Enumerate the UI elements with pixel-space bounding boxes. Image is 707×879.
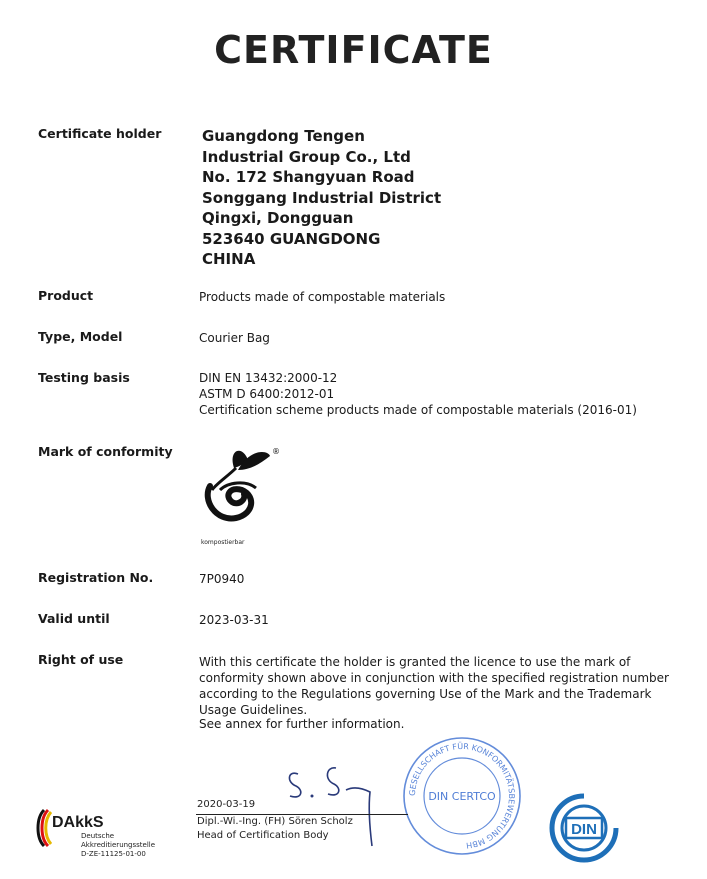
holder-line: Guangdong Tengen bbox=[202, 127, 365, 145]
valid-until-label: Valid until bbox=[38, 611, 110, 626]
testing-standard: DIN EN 13432:2000-12 bbox=[199, 371, 338, 385]
holder-line: No. 172 Shangyuan Road bbox=[202, 168, 415, 186]
testing-basis-list bbox=[199, 370, 637, 418]
certificate-holder-address bbox=[202, 126, 441, 270]
right-of-use-label: Right of use bbox=[38, 652, 124, 667]
dakks-line: Deutsche bbox=[81, 832, 115, 840]
holder-line: Songgang Industrial District bbox=[202, 188, 442, 207]
holder-line: Industrial Group Co., Ltd bbox=[202, 147, 411, 166]
mark-of-conformity-label: Mark of conformity bbox=[38, 444, 173, 459]
testing-basis-label: Testing basis bbox=[38, 370, 130, 385]
product-label: Product bbox=[38, 288, 94, 303]
registration-label: Registration No. bbox=[38, 570, 154, 585]
holder-line: CHINA bbox=[202, 250, 256, 268]
dakks-accreditation-number: D-ZE-11125-01-00 bbox=[81, 850, 146, 858]
stamp-center-text: DIN CERTCO bbox=[428, 790, 496, 803]
registered-mark: ® bbox=[272, 447, 280, 456]
valid-until-value: 2023-03-31 bbox=[199, 613, 269, 627]
din-logo-text: DIN bbox=[571, 821, 597, 838]
certificate-title: CERTIFICATE bbox=[214, 28, 493, 72]
stamp-ring-text: GESELLSCHAFT FÜR KONFORMITÄTSBEWERTUNG MBH bbox=[407, 741, 517, 850]
signature-line bbox=[196, 814, 408, 815]
registration-value: 7P0940 bbox=[199, 572, 245, 586]
annex-note: See annex for further information. bbox=[199, 717, 405, 731]
kompostierbar-caption: kompostierbar bbox=[201, 539, 245, 546]
din-logo bbox=[548, 792, 620, 864]
signer-name: Dipl.-Wi.-Ing. (FH) Sören Scholz bbox=[197, 816, 353, 827]
din-certco-stamp bbox=[400, 734, 524, 858]
signer-role: Head of Certification Body bbox=[197, 830, 329, 841]
holder-line: 523640 GUANGDONG bbox=[202, 229, 381, 248]
type-model-value: Courier Bag bbox=[199, 331, 270, 345]
testing-standard: ASTM D 6400:2012-01 bbox=[199, 387, 335, 401]
product-value: Products made of compostable materials bbox=[199, 290, 446, 304]
issue-date: 2020-03-19 bbox=[197, 799, 256, 810]
certificate-holder-label: Certificate holder bbox=[38, 126, 162, 141]
dakks-flag-icon bbox=[30, 808, 52, 848]
dakks-line: Akkreditierungsstelle bbox=[81, 841, 156, 849]
seedling-compostable-logo bbox=[198, 440, 288, 540]
holder-line: Qingxi, Dongguan bbox=[202, 209, 354, 227]
testing-standard: Certification scheme products made of compostable materials (2016-01) bbox=[199, 403, 637, 417]
type-model-label: Type, Model bbox=[38, 329, 123, 344]
dakks-logo-text: DAkkS bbox=[52, 814, 104, 831]
right-of-use-text: With this certificate the holder is granted the licence to use the mark of conformity shown above in conjunction with the specified registration number according to the Regulations governing Use of the Mark and the Trademark Usage Guidelines. bbox=[199, 655, 669, 717]
